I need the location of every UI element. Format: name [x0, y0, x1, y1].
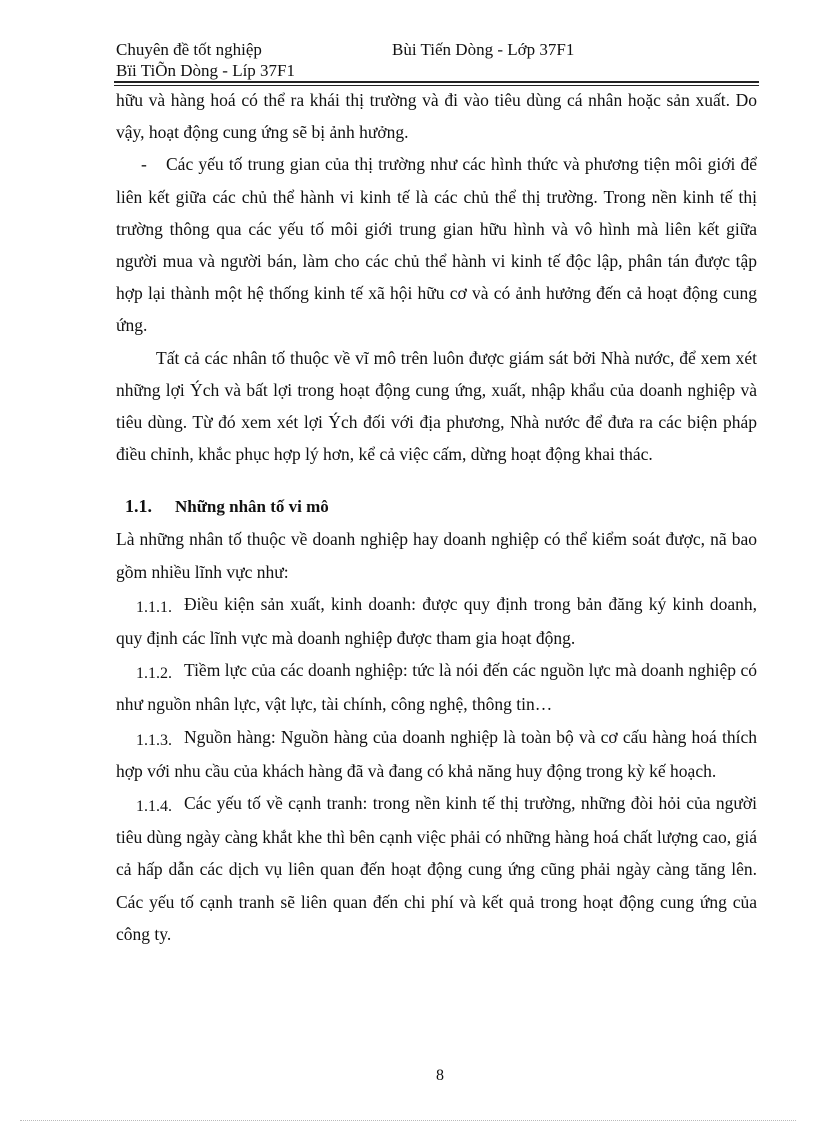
document-body	[116, 84, 757, 950]
section-intro: Là những nhân tố thuộc về doanh nghiệp hay doanh nghiệp có thể kiểm soát được, nã bao gồm nhiều lĩnh vực như:	[116, 529, 757, 582]
section-heading	[116, 490, 757, 523]
subsection-number: 1.1.1.	[136, 598, 172, 616]
header-author: Bùi Tiến Dòng - Lớp 37F1	[392, 40, 575, 59]
subsection-text: Điều kiện sản xuất, kinh doanh: được quy định trong bản đăng ký kinh doanh, quy định các lĩnh vực mà doanh nghiệp được tham gia hoạt động.	[116, 593, 757, 649]
page-bottom-border	[20, 1120, 796, 1121]
page-number: 8	[436, 1067, 444, 1084]
subsection-text: Các yếu tố về cạnh tranh: trong nền kinh tế thị trường, những đòi hỏi của người tiêu dùng ngày càng khắt khe thì bên cạnh việc phải có những hàng hoá chất lượng cao, giá cả hấp dẫn các dịch vụ liên quan đến hoạt động cung ứng cũng phải ngày càng tăng lên. Các yếu tố cạnh tranh sẽ liên quan đến chi phí và kết quả trong hoạt động cung ứng của công ty.	[116, 793, 757, 944]
subsection-number: 1.1.2.	[136, 665, 172, 683]
subsection-item	[116, 588, 757, 654]
subsection-number: 1.1.4.	[136, 798, 172, 816]
subsection-item	[116, 721, 757, 787]
subsection-text: Nguồn hàng: Nguồn hàng của doanh nghiệp là toàn bộ và cơ cấu hàng hoá thích hợp với nhu cầu của khách hàng đã và đang có khả năng huy động trong kỳ kế hoạch.	[116, 726, 757, 781]
header-author-garbled: Bïi TiÕn Dòng - Líp 37F1	[116, 61, 296, 80]
subsection-item	[116, 654, 757, 720]
header-rule-thick	[114, 81, 759, 83]
bullet-paragraph	[116, 148, 757, 341]
section-number: 1.1.	[125, 496, 152, 517]
subsection-text: Tiềm lực của các doanh nghiệp: tức là nói đến các nguồn lực mà doanh nghiệp có như nguồn nhân lực, vật lực, tài chính, công nghệ, thông tin…	[116, 660, 757, 715]
section-spacer	[116, 470, 757, 490]
section-title: Những nhân tố vi mô	[175, 497, 329, 517]
paragraph-continuation: hữu và hàng hoá có thể ra khái thị trường và đi vào tiêu dùng cá nhân hoặc sản xuất. Do vậy, hoạt động cung ứng sẽ bị ảnh hưởng.	[116, 90, 757, 143]
bullet-paragraph-text: Các yếu tố trung gian của thị trường như các hình thức và phương tiện môi giới để liên kết giữa các chủ thể hành vi kinh tế là các chủ thể thị trường. Trong nền kinh tế thị trường thông qua các yếu tố môi giới trung gian hữu hình và vô hình mà liên kết giữa người mua và người bán, làm cho các chủ thể hành vi kinh tế độc lập, phân tán được tập hợp lại thành một hệ thống kinh tế xã hội hữu cơ và có ảnh hưởng đến cả hoạt động cung ứng.	[116, 154, 757, 336]
header-document-title: Chuyên đề tốt nghiệp	[116, 40, 262, 59]
paragraph-summary: Tất cả các nhân tố thuộc về vĩ mô trên luôn được giám sát bởi Nhà nước, để xem xét những lợi Ých và bất lợi trong hoạt động cung ứng, xuất, nhập khẩu của doanh nghiệp và tiêu dùng. Từ đó xem xét lợi Ých đối với địa phương, Nhà nước để đưa ra các biện pháp điều chỉnh, khắc phục hợp lý hơn, kể cả việc cấm, dừng hoạt động khai thác.	[116, 347, 757, 465]
subsection-number: 1.1.3.	[136, 731, 172, 749]
bullet-dash: -	[141, 154, 147, 175]
subsection-item	[116, 787, 757, 950]
